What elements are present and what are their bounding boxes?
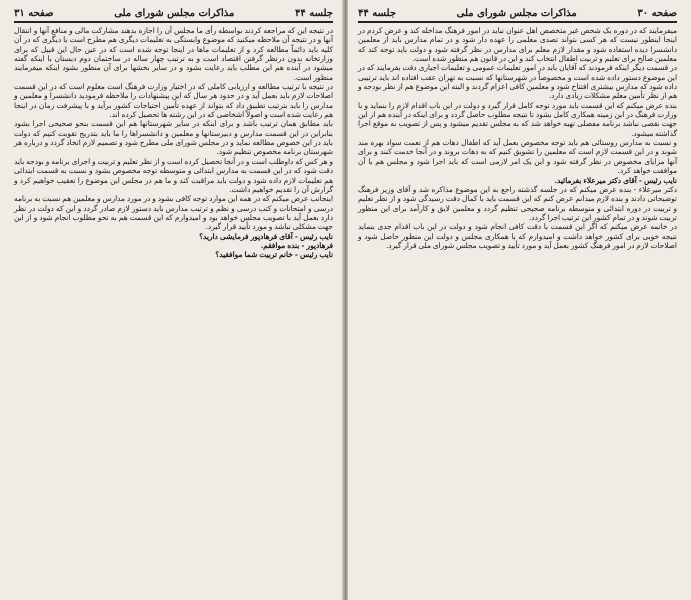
left-page xyxy=(0,0,343,600)
right-page xyxy=(348,0,691,600)
right-page-header xyxy=(358,6,677,23)
paragraph: در قسمت دیگر اینکه فرمودند که آقایان باید در امور تعلیمات عمومی و تعلیمات اجباری دقت بفرمایند که در این موضوع دستور داده شده است و مخصوصاً در شهرستانها که نسبت به تهران عقب افتاده اند باید ترتیبی داده شود که مدارس بیشتری افتتاح شود و معلمین کافی اعزام گردند و البته این موضوع هم از نظر بودجه و هم از نظر تأمین معلم مشکلات زیادی دارد. xyxy=(358,63,677,101)
paragraph: باید مطابق همان ترتیب باشد و برای اینکه در سایر شهرستانها هم این قسمت بنحو صحیحی اجرا بشود بنابراین در این قسمت مدارس و دبیرستانها و معلمین و دانشسراها را ما باید بتدریج تقویت کنیم که دولت باید در این خصوص مطالعه نماید و در مجلس شورای ملی مطرح شود و تصمیم لازم اتخاذ گردد و درباره هر شهرستان برنامه مخصوص تنظیم شود. xyxy=(14,119,333,157)
paragraph: در نتیجه این که مراجعه کردند بواسطه رأی ما مجلس آن را اجازه بدهند مشارکت مالی و منافع آنها و انتقال آنها و در نتیجه آن ملاحظه میکنید که موضوع وابستگی به تعلیمات دیگری هم مطرح است با دیگری که در آن کلیه باید دائماً مطالعه کرد و از تعلیمات ماها در اینجا توجه شده است که در عین حال این قبیل که برای وزارتخانه بدون درنظر گرفتن اقتصاد است و به ترتیب چهار ساله در ساختمان دوم دبستان با اینکه گفته میشود در آینده هم این مطلب باید رعایت بشود و در سایر بخشها برای آن منظور بشود اینکه میفرمایند منظور است. xyxy=(14,26,333,82)
left-page-number: صفحه ۳۱ xyxy=(14,7,54,19)
paragraph: اینجانب عرض میکنم که در همه این موارد توجه کافی بشود و در مورد مدارس و معلمین هم نسبت به برنامه درسی و امتحانات و کتب درسی و نظم و ترتیب مدارس باید دستور لازم صادر گردد و این که دولت در نظر دارد بعمل آید با تصویب مجلس خواهد بود و امیدوارم که این قسمت هم به نحو مطلوب انجام شود و از این جهت مشکلی نباشد و مورد تأیید قرار گیرد. xyxy=(14,194,333,232)
right-page-title: مذاکرات مجلس شورای ملی xyxy=(456,7,577,19)
closing-line: نایب رئیس - آقای فرهادپور فرمایشی دارید؟ xyxy=(199,231,333,241)
left-page-body xyxy=(14,26,333,260)
closing-line: نایب رئیس - خانم تربیت شما موافقید؟ xyxy=(215,250,333,260)
paragraph: دکتر میرعلاء - بنده عرض میکنم که در جلسه گذشته راجع به این موضوع مذاکره شد و آقای وزیر فرهنگ توضیحاتی دادند و بنده لازم میدانم عرض کنم که این قسمت باید با کمال دقت رسیدگی شود و از نظر تعلیم و تربیت در دوره ابتدائی و متوسطه برنامه صحیحی تنظیم گردد و معلمین لایق و کارآمد برای این منظور تربیت شوند و در تمام کشور این ترتیب اجرا گردد. xyxy=(358,184,677,222)
paragraph: و نسبت به مدارس روستائی هم باید توجه مخصوص بعمل آید که اطفال دهات هم از نعمت سواد بهره مند شوند و در این قسمت لازم است که معلمین را تشویق کنیم که به دهات بروند و در آنجا خدمت کنند و برای آنها مزایای مخصوص در نظر گرفته شود و این یک امر لازمی است که باید اجرا شود و مجلس هم با آن موافقت خواهد کرد. xyxy=(358,138,677,176)
speaker-line: نایب رئیس - آقای دکتر میرعلاء بفرمائید. xyxy=(554,175,677,185)
right-page-number: صفحه ۳۰ xyxy=(637,7,677,19)
left-page-header xyxy=(14,6,333,23)
paragraph: در نتیجه با ترتیب مطالعه و ارزیابی کاملی که در اختیار وزارت فرهنگ است معلوم است که در این قسمت اصلاحات لازم باید بعمل آید و در حدود هر سال که این پیشنهادات را ملاحظه فرمودید دانشسرا و معلمین و مدارس را باید بترتیب تطبیق داد که بتواند از عهده تأمین احتیاجات کشور برآید و با پیشرفت زمان در اینجا هم رعایت شده است و اصولاً اشخاصی که در این رشته ها تحصیل کرده اند. xyxy=(14,82,333,120)
paragraph: میفرمایند که در دوره یک شخص غیر متخصص اهل عنوان نباید در امور فرهنگ مداخله کند و عرض کردم در اینجا اینطور نیست که هر کسی بتواند تصدی معلمی را عهده دار شود و در تمام مدارس باید از معلمین دانشسرا دیده استفاده شود و مقدار لازم معلم برای مدارس در نظر گرفته شود و دولت باید توجه کند که معلمین صالح برای تعلیم و تربیت اطفال انتخاب کند و این در قانون هم منظور شده است. xyxy=(358,26,677,64)
right-page-session: جلسه ۴۴ xyxy=(358,7,397,19)
left-page-title: مذاکرات مجلس شورای ملی xyxy=(114,7,235,19)
paragraph: بنده عرض میکنم که این قسمت باید مورد توجه کامل قرار گیرد و دولت در این باب اقدام لازم را بنماید و با وزارت فرهنگ در این زمینه همکاری کامل بشود تا نتیجه مطلوب حاصل گردد و برای اینکه در آینده هم از این جهت نقصی نباشد برنامه مفصلی تهیه خواهد شد که به مجلس تقدیم میشود و پس از تصویب به موقع اجرا گذاشته میشود. xyxy=(358,100,677,138)
closing-line: فرهادپور - بنده موافقم. xyxy=(260,240,333,250)
left-page-session: جلسه ۴۴ xyxy=(294,7,333,19)
paragraph: و هر کس که داوطلب است و در آنجا تحصیل کرده است و از نظر تعلیم و تربیت و اجرای برنامه و بودجه باید دقت شود که در این قسمت به مدارس ابتدائی و متوسطه توجه مخصوص بشود و نسبت به قسمت ابتدائی هم تعلیمات لازم داده شود و دولت باید مراقبت کند و ما هم در مجلس این موضوع را تعقیب خواهیم کرد و گزارش آن را تقدیم خواهیم داشت. xyxy=(14,156,333,194)
right-page-body xyxy=(358,26,677,250)
paragraph: در خاتمه عرض میکنم که اگر این قسمت با دقت کافی انجام شود و دولت در این باب اقدام جدی بنماید نتیجه خوبی برای کشور خواهد داشت و امیدوارم که با همکاری مجلس و دولت این منظور حاصل شود و اصلاحات لازم در امور فرهنگ کشور بعمل آید و مورد تأیید و تصویب مجلس شورای ملی قرار گیرد. xyxy=(358,222,677,250)
